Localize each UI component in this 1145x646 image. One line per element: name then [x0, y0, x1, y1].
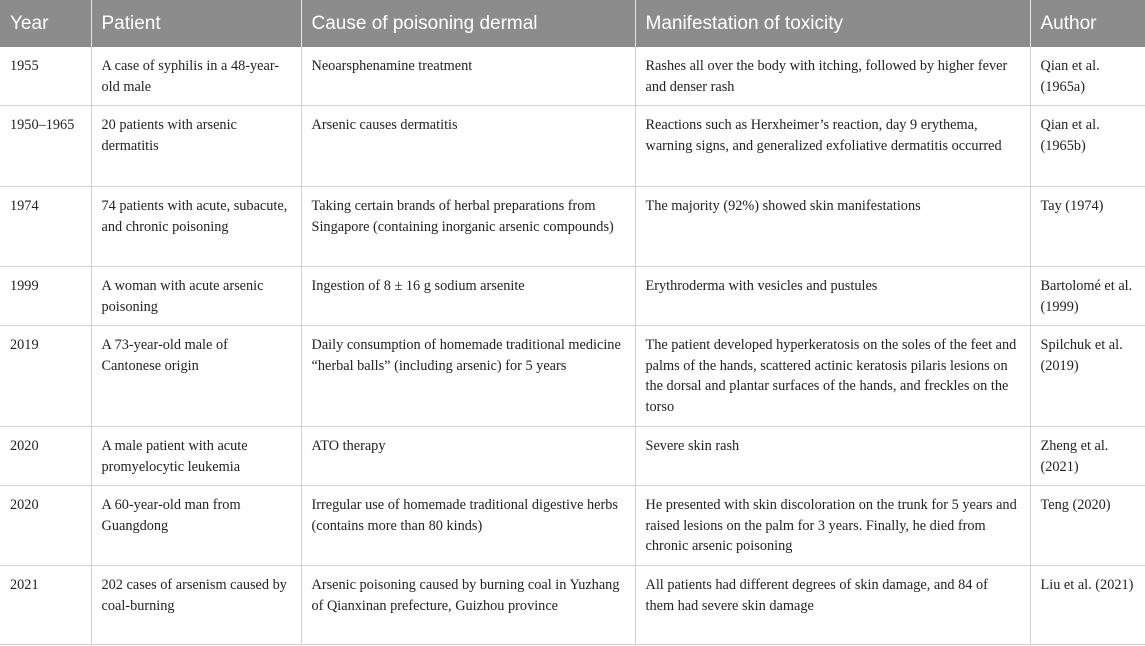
table-row: [0, 427, 1145, 486]
cell-cause: Neoarsphenamine treatment: [301, 47, 635, 106]
cell-year: 1974: [0, 187, 91, 267]
cell-manifestation: The patient developed hyperkeratosis on the soles of the feet and palms of the hands, scattered actinic keratosis pilaris lesions on the dorsal and plantar surfaces of the hands, and freckles on the torso: [635, 326, 1030, 427]
cell-patient: 74 patients with acute, subacute, and chronic poisoning: [91, 187, 301, 267]
cell-manifestation: Severe skin rash: [635, 427, 1030, 486]
cell-year: 1999: [0, 267, 91, 326]
cell-cause: Daily consumption of homemade traditional medicine “herbal balls” (including arsenic) for 5 years: [301, 326, 635, 427]
table-row: [0, 486, 1145, 566]
cell-cause: Irregular use of homemade traditional digestive herbs (contains more than 80 kinds): [301, 486, 635, 566]
cell-author: Liu et al. (2021): [1030, 566, 1145, 645]
cell-patient: A case of syphilis in a 48-year-old male: [91, 47, 301, 106]
cell-author: Spilchuk et al. (2019): [1030, 326, 1145, 427]
cell-author: Qian et al. (1965b): [1030, 106, 1145, 187]
cell-cause: Taking certain brands of herbal preparations from Singapore (containing inorganic arsenic compounds): [301, 187, 635, 267]
table-row: [0, 187, 1145, 267]
header-row: [0, 0, 1145, 47]
cell-author: Zheng et al. (2021): [1030, 427, 1145, 486]
cell-patient: A male patient with acute promyelocytic leukemia: [91, 427, 301, 486]
cell-manifestation: The majority (92%) showed skin manifestations: [635, 187, 1030, 267]
cell-patient: 202 cases of arsenism caused by coal-burning: [91, 566, 301, 645]
cell-cause: Arsenic poisoning caused by burning coal in Yuzhang of Qianxinan prefecture, Guizhou province: [301, 566, 635, 645]
cell-patient: A 60-year-old man from Guangdong: [91, 486, 301, 566]
header-year: Year: [0, 0, 91, 47]
cell-year: 2019: [0, 326, 91, 427]
cell-manifestation: All patients had different degrees of skin damage, and 84 of them had severe skin damage: [635, 566, 1030, 645]
header-manifestation: Manifestation of toxicity: [635, 0, 1030, 47]
cell-manifestation: He presented with skin discoloration on the trunk for 5 years and raised lesions on the palm for 3 years. Finally, he died from chronic arsenic poisoning: [635, 486, 1030, 566]
cell-year: 1955: [0, 47, 91, 106]
cell-year: 1950–1965: [0, 106, 91, 187]
cell-year: 2020: [0, 486, 91, 566]
cell-cause: Arsenic causes dermatitis: [301, 106, 635, 187]
table-row: [0, 267, 1145, 326]
table-row: [0, 326, 1145, 427]
cell-patient: 20 patients with arsenic dermatitis: [91, 106, 301, 187]
cell-author: Tay (1974): [1030, 187, 1145, 267]
header-patient: Patient: [91, 0, 301, 47]
cell-author: Bartolomé et al. (1999): [1030, 267, 1145, 326]
cell-patient: A woman with acute arsenic poisoning: [91, 267, 301, 326]
table-row: [0, 566, 1145, 645]
cell-cause: Ingestion of 8 ± 16 g sodium arsenite: [301, 267, 635, 326]
header-author: Author: [1030, 0, 1145, 47]
cell-year: 2020: [0, 427, 91, 486]
table-row: [0, 47, 1145, 106]
cell-cause: ATO therapy: [301, 427, 635, 486]
cell-manifestation: Erythroderma with vesicles and pustules: [635, 267, 1030, 326]
cell-year: 2021: [0, 566, 91, 645]
cell-author: Qian et al. (1965a): [1030, 47, 1145, 106]
cell-author: Teng (2020): [1030, 486, 1145, 566]
cell-manifestation: Reactions such as Herxheimer’s reaction, day 9 erythema, warning signs, and generalized exfoliative dermatitis occurred: [635, 106, 1030, 187]
header-cause: Cause of poisoning dermal: [301, 0, 635, 47]
cell-patient: A 73-year-old male of Cantonese origin: [91, 326, 301, 427]
table-row: [0, 106, 1145, 187]
cell-manifestation: Rashes all over the body with itching, followed by higher fever and denser rash: [635, 47, 1030, 106]
